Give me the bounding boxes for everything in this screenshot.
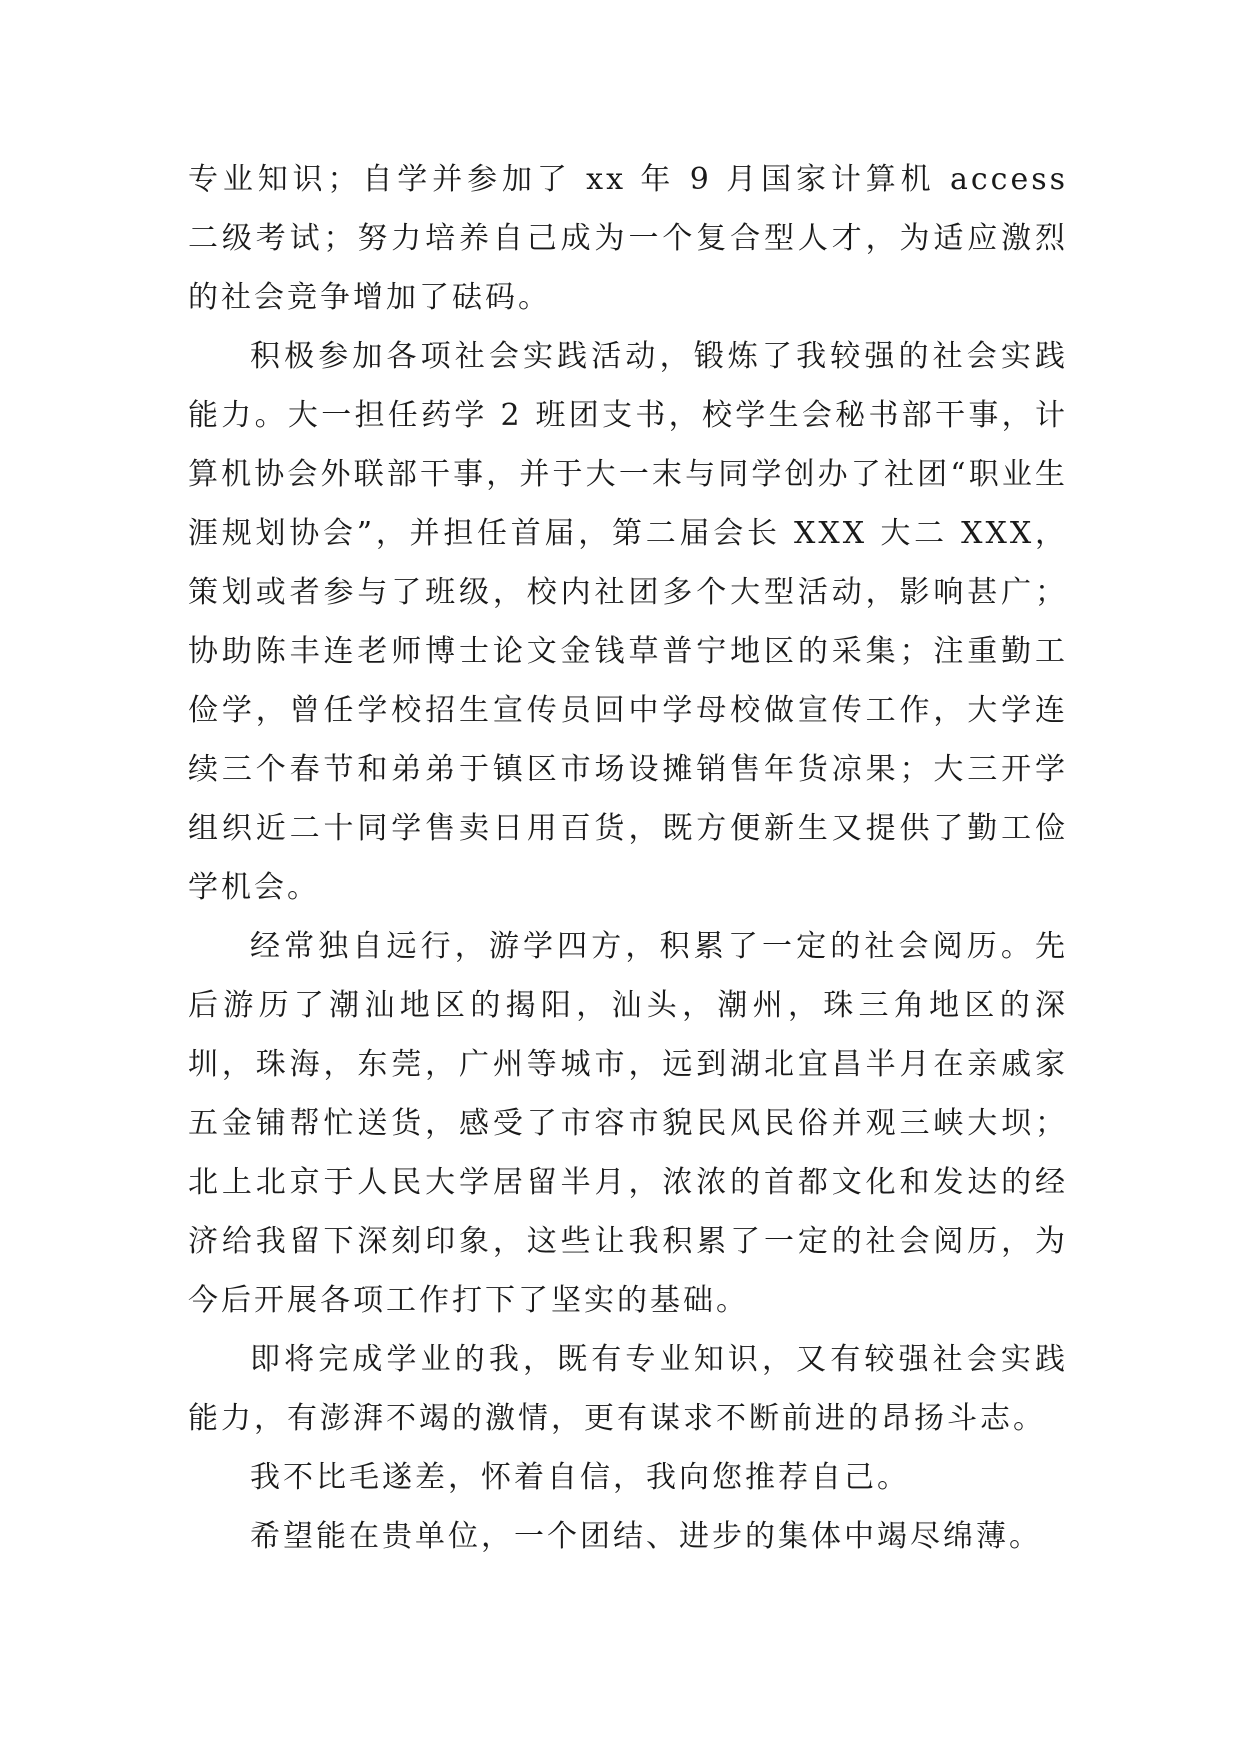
paragraph-5: 我不比毛遂差，怀着自信，我向您推荐自己。: [250, 1460, 910, 1495]
paragraph-4: 即将完成学业的我，既有专业知识，又有较强社会实践能力，有澎湃不竭的激情，更有谋求不断前进的昂扬斗志。: [188, 1342, 1068, 1436]
paragraph-3: 经常独自远行，游学四方，积累了一定的社会阅历。先后游历了潮汕地区的揭阳，汕头，潮州，珠三角地区的深圳，珠海，东莞，广州等城市，远到湖北宜昌半月在亲戚家五金铺帮忙送货，感受了市容市貌民风民俗并观三峡大坝；北上北京于人民大学居留半月，浓浓的首都文化和发达的经济给我留下深刻印象，这些让我积累了一定的社会阅历，为今后开展各项工作打下了坚实的基础。: [188, 929, 1068, 1318]
document-body: [188, 150, 1068, 1566]
paragraph-6: 希望能在贵单位，一个团结、进步的集体中竭尽绵薄。: [250, 1519, 1042, 1554]
paragraph-2: 积极参加各项社会实践活动，锻炼了我较强的社会实践能力。大一担任药学 2 班团支书，校学生会秘书部干事，计算机协会外联部干事，并于大一末与同学创办了社团“职业生涯规划协会”，并担任首届，第二届会长 XXX 大二 XXX，策划或者参与了班级，校内社团多个大型活动，影响甚广；协助陈丰连老师博士论文金钱草普宁地区的采集；注重勤工俭学，曾任学校招生宣传员回中学母校做宣传工作，大学连续三个春节和弟弟于镇区市场设摊销售年货凉果；大三开学组织近二十同学售卖日用百货，既方便新生又提供了勤工俭学机会。: [188, 339, 1068, 905]
paragraph-1: 专业知识；自学并参加了 xx 年 9 月国家计算机 access 二级考试；努力培养自己成为一个复合型人才，为适应激烈的社会竞争增加了砝码。: [188, 162, 1068, 315]
